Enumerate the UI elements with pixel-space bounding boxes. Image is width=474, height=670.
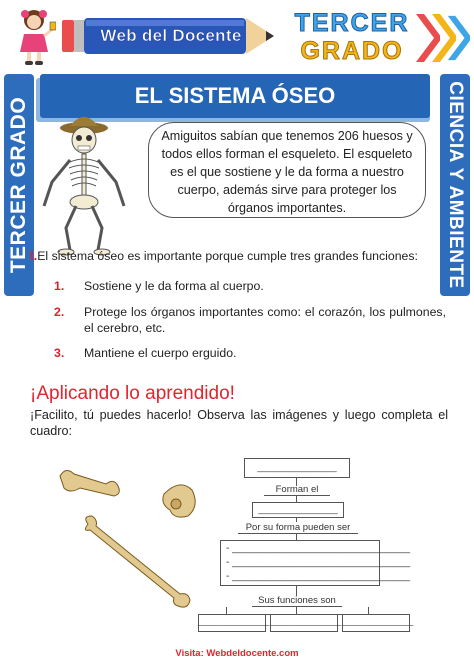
page-title: EL SISTEMA ÓSEO (134, 83, 336, 108)
bones-illustration (52, 464, 232, 614)
list-item (54, 304, 446, 336)
connector-line (226, 607, 227, 614)
function-blank: ________________ (198, 617, 270, 626)
functions-label: Sus funciones son (252, 595, 342, 607)
formed-blank: _______________ (258, 504, 338, 515)
shape-blank: - ________________________________ (226, 571, 411, 582)
list-item (54, 278, 446, 294)
shape-blank: - ________________________________ (226, 543, 411, 554)
intro-speech-bubble: Amiguitos sabían que tenemos 206 huesos y todos ellos forman el esqueleto. El esqueleto es el que sostiene y le da forma a nuestro cuerpo, además sirve para proteger los órganos importantes. (148, 122, 426, 218)
site-logo-text: Web del Docente (100, 26, 242, 45)
grade-word-tercer: TERCER (294, 9, 410, 37)
list-item-number: 3. (54, 346, 65, 360)
section-number: I. (30, 248, 38, 263)
chevron-right-icon (446, 12, 470, 64)
list-item (54, 345, 446, 361)
girl-mascot-illustration (14, 8, 56, 66)
function-blank: ________________ (342, 617, 414, 626)
connector-line (368, 607, 369, 614)
grade-word-grado: GRADO (300, 37, 404, 65)
apply-section-title: ¡Aplicando lo aprendido! (30, 383, 235, 404)
intro-paragraph (30, 248, 450, 264)
list-item-text: Mantiene el cuerpo erguido. (84, 346, 237, 360)
sidebar-left-label: TERCER GRADO (7, 96, 30, 274)
list-item-text: Sostiene y le da forma al cuerpo. (84, 279, 264, 293)
apply-instructions: ¡Facilito, tú puedes hacerlo! Observa las imágenes y luego completa el cuadro: (30, 408, 448, 438)
list-item-number: 2. (54, 305, 65, 319)
sidebar-right-label: CIENCIA Y AMBIENTE (445, 81, 466, 289)
footer-website-link[interactable]: Visita: Webdeldocente.com (175, 648, 299, 659)
formed-label: Forman el (264, 484, 330, 496)
list-item-text: Protege los órganos importantes como: el corazón, los pulmones, el cerebro, etc. (84, 305, 446, 335)
intro-text: El sistema óseo es importante porque cumple tres grandes funciones: (37, 249, 418, 263)
connector-line (296, 607, 297, 614)
function-blank: ________________ (270, 617, 342, 626)
list-item-number: 1. (54, 279, 65, 293)
shape-label: Por su forma pueden ser (238, 522, 358, 534)
top-blank: _______________ (257, 462, 337, 473)
shape-blank: - ________________________________ (226, 557, 411, 568)
skeleton-illustration (36, 110, 132, 256)
